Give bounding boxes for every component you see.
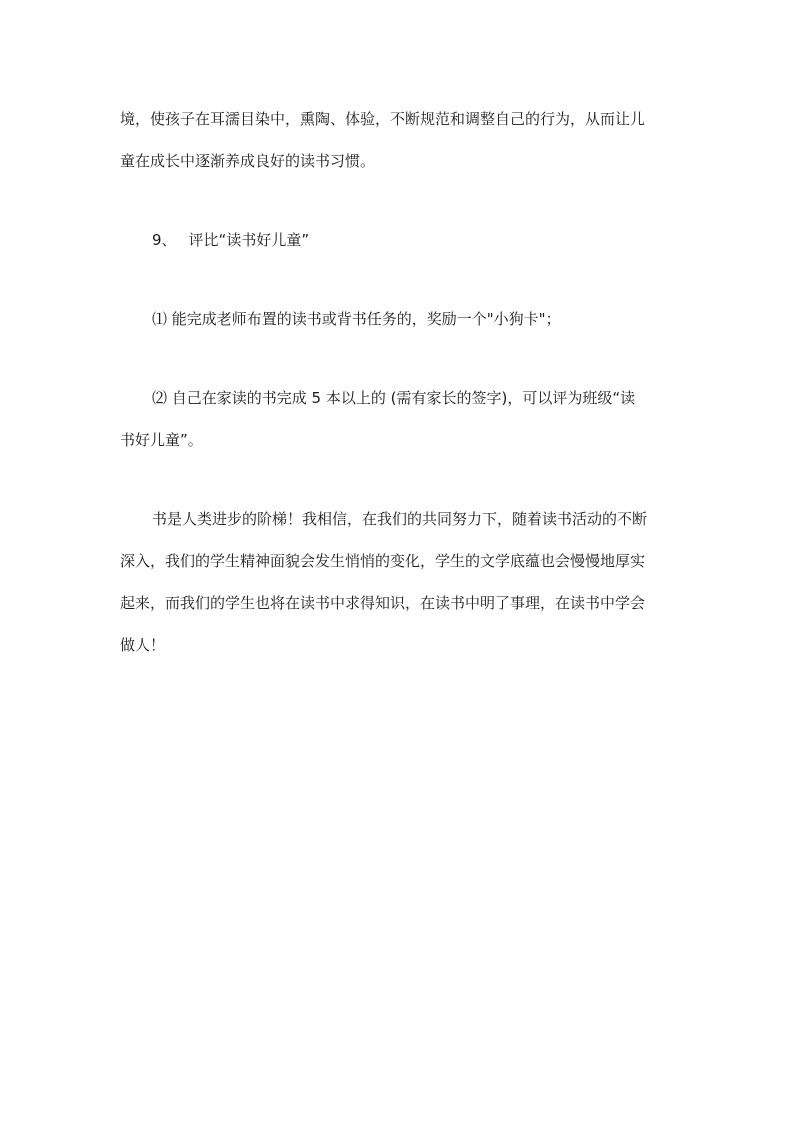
section-number: 9、 [152, 231, 177, 249]
closing-paragraph [120, 498, 680, 666]
closing-line-3: 起来，而我们的学生也将在读书中求得知识，在读书中明了事理，在读书中学会 [120, 594, 646, 612]
section-9-heading [120, 219, 680, 261]
list-item-2-line-1: ⑵ 自己在家读的书完成 5 本以上的 (需有家长的签字)，可以评为班级“读 [152, 389, 636, 407]
spacer [120, 182, 680, 219]
intro-line-2: 童在成长中逐渐养成良好的读书习惯。 [120, 152, 376, 170]
closing-line-4: 做人！ [120, 636, 166, 654]
list-item-1 [120, 298, 680, 340]
closing-line-1: 书是人类进步的阶梯！我相信，在我们的共同努力下，随着读书活动的不断 [152, 510, 648, 528]
section-title: 评比“读书好儿童” [188, 231, 310, 249]
spacer [120, 340, 680, 377]
spacer [120, 261, 680, 298]
document-body [120, 98, 680, 666]
spacer [120, 461, 680, 498]
intro-paragraph [120, 98, 680, 182]
closing-line-2: 深入，我们的学生精神面貌会发生悄悄的变化，学生的文学底蕴也会慢慢地厚实 [120, 552, 646, 570]
list-item-2-line-2: 书好儿童”。 [120, 431, 203, 449]
list-item-1-text: ⑴ 能完成老师布置的读书或背书任务的，奖励一个"小狗卡"； [152, 310, 561, 328]
intro-line-1: 境，使孩子在耳濡目染中，熏陶、体验，不断规范和调整自己的行为，从而让儿 [120, 110, 646, 128]
list-item-2 [120, 377, 680, 461]
